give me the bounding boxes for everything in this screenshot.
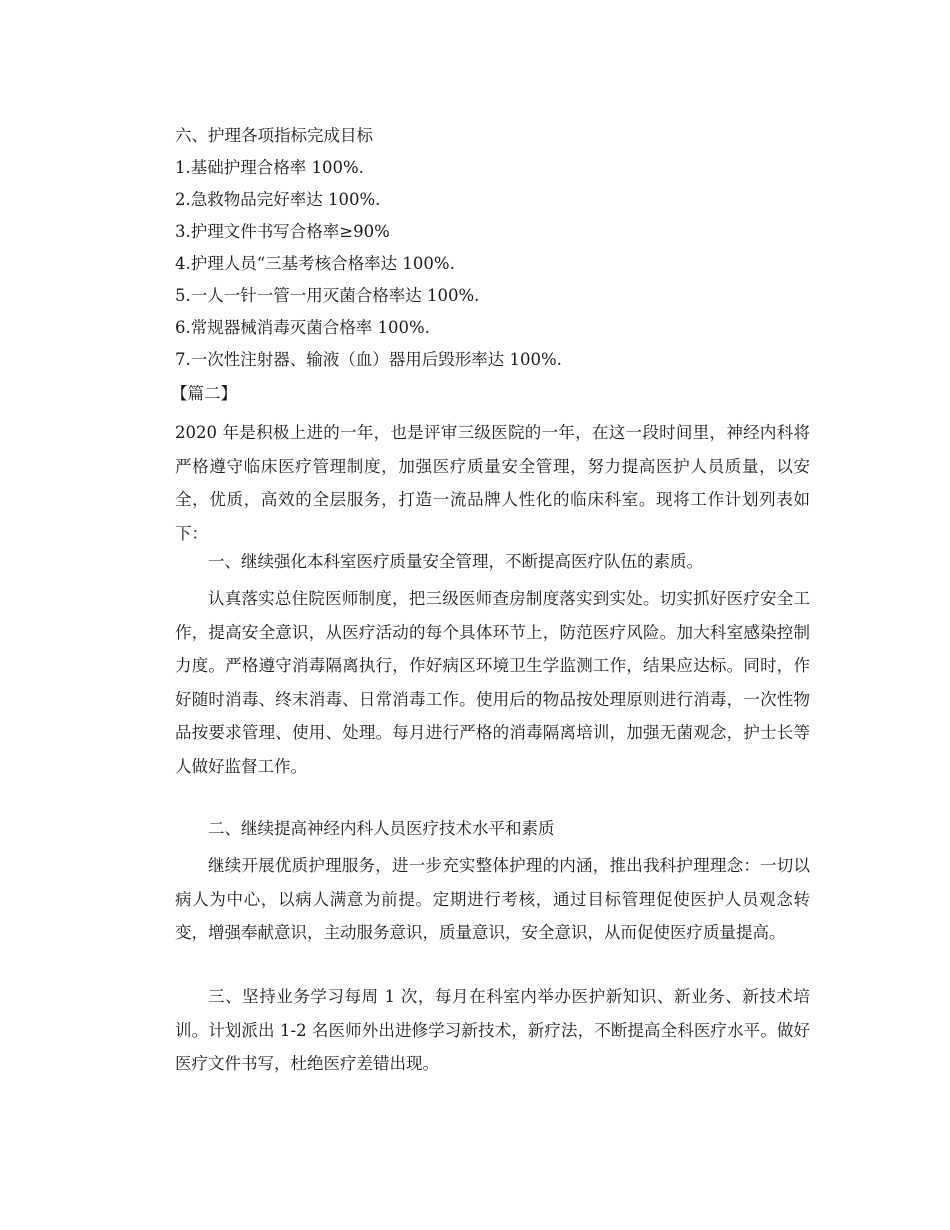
paragraph-one-text: 认真落实总住院医师制度，把三级医师查房制度落实到实处。切实抓好医疗安全工作，提高安全意识，从医疗活动的每个具体环节上，防范医疗风险。加大科室感染控制力度。严格遵守消毒隔离执行，作好病区环境卫生学监测工作，结果应达标。同时，作好随时消毒、终末消毒、日常消毒工作。使用后的物品按处理原则进行消毒，一次性物品按要求管理、使用、处理。每月进行严格的消毒隔离培训，加强无菌观念，护士长等人做好监督工作。: [175, 589, 810, 776]
list-item: 3.护理文件书写合格率≥90%: [175, 222, 390, 241]
part-two-label: 【篇二】: [171, 384, 237, 403]
intro-paragraph: [175, 416, 810, 550]
intro-text: 2020 年是积极上进的一年，也是评审三级医院的一年，在这一段时间里，神经内科将严格遵守临床医疗管理制度，加强医疗质量安全管理，努力提高医护人员质量，以安全，优质，高效的全层服务，打造一流品牌人性化的临床科室。现将工作计划列表如下：: [175, 423, 810, 543]
section-six: [175, 120, 810, 376]
heading-one: 一、继续强化本科室医疗质量安全管理，不断提高医疗队伍的素质。: [208, 552, 703, 571]
paragraph-two-text: 继续开展优质护理服务，进一步充实整体护理的内涵，推出我科护理理念：一切以病人为中心，以病人满意为前提。定期进行考核，通过目标管理促使医护人员观念转变，增强奉献意识，主动服务意识，质量意识，安全意识，从而促使医疗质量提高。: [175, 856, 810, 943]
paragraph-three-text: 三、坚持业务学习每周 1 次，每月在科室内举办医护新知识、新业务、新技术培训。计划派出 1-2 名医师外出进修学习新技术，新疗法，不断提高全科医疗水平。做好医疗文件书写，杜绝医疗差错出现。: [175, 987, 810, 1074]
list-item: 7.一次性注射器、输液（血）器用后毁形率达 100%.: [175, 350, 562, 369]
list-item: 6.常规器械消毒灭菌合格率 100%.: [175, 318, 430, 337]
list-item: 2.急救物品完好率达 100%.: [175, 190, 381, 209]
section-six-title: 六、护理各项指标完成目标: [175, 126, 373, 145]
list-item: 1.基础护理合格率 100%.: [175, 158, 364, 177]
list-item: 5.一人一针一管一用灭菌合格率达 100%.: [175, 286, 480, 305]
paragraph-two: [175, 849, 810, 950]
heading-two: 二、继续提高神经内科人员医疗技术水平和素质: [208, 819, 555, 838]
paragraph-one: [175, 582, 810, 784]
paragraph-three: [175, 980, 810, 1081]
list-item: 4.护理人员“三基考核合格率达 100%.: [175, 254, 455, 273]
